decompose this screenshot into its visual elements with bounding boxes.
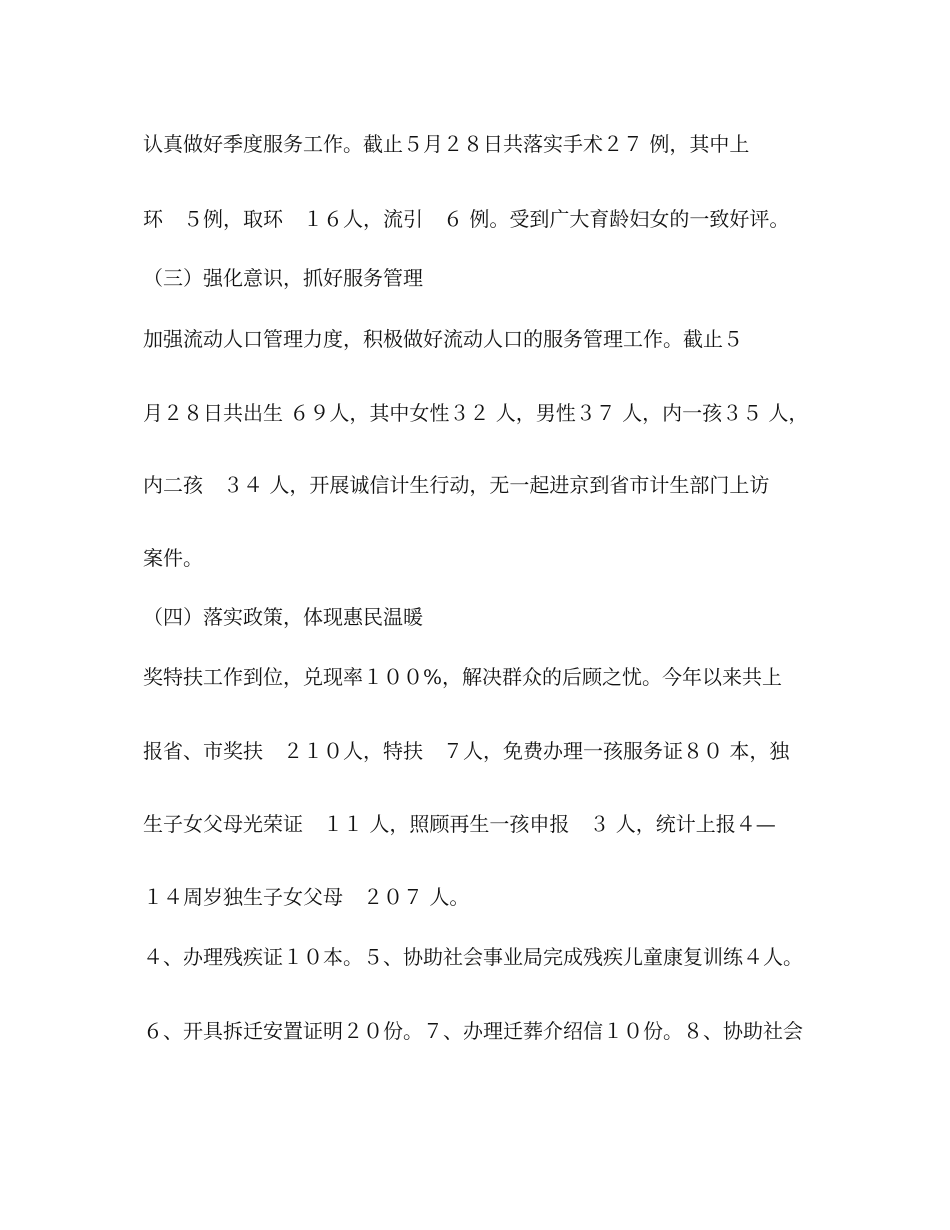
text-line: 案件。: [143, 546, 203, 570]
text-line: ４、办理残疾证１０本。５、协助社会事业局完成残疾儿童康复训练４人。: [143, 945, 803, 969]
section-heading: （四）落实政策，体现惠民温暖: [143, 605, 423, 629]
text-line: 加强流动人口管理力度，积极做好流动人口的服务管理工作。截止５: [143, 327, 743, 351]
text-line: 报省、市奖扶 ２１０人，特扶 ７人，免费办理一孩服务证８０ 本，独: [143, 739, 790, 763]
text-line: ６、开具拆迁安置证明２０份。７、办理迁葬介绍信１０份。８、协助社会: [143, 1019, 803, 1043]
text-line: 内二孩 ３４ 人，开展诚信计生行动，无一起进京到省市计生部门上访: [143, 473, 770, 497]
text-line: １４周岁独生子女父母 ２０７ 人。: [143, 885, 470, 909]
text-line: 环 ５例，取环 １６人，流引 ６ 例。受到广大育龄妇女的一致好评。: [143, 207, 790, 231]
section-heading: （三）强化意识，抓好服务管理: [143, 266, 423, 290]
text-line: 奖特扶工作到位，兑现率１００%，解决群众的后顾之忧。今年以来共上: [143, 665, 783, 689]
text-line: 月２８日共出生 ６９人，其中女性３２ 人，男性３７ 人，内一孩３５ 人，: [143, 401, 809, 425]
text-line: 生子女父母光荣证 １１ 人，照顾再生一孩申报 ３ 人，统计上报４—: [143, 812, 776, 836]
text-line: 认真做好季度服务工作。截止５月２８日共落实手术２７ 例，其中上: [143, 132, 750, 156]
